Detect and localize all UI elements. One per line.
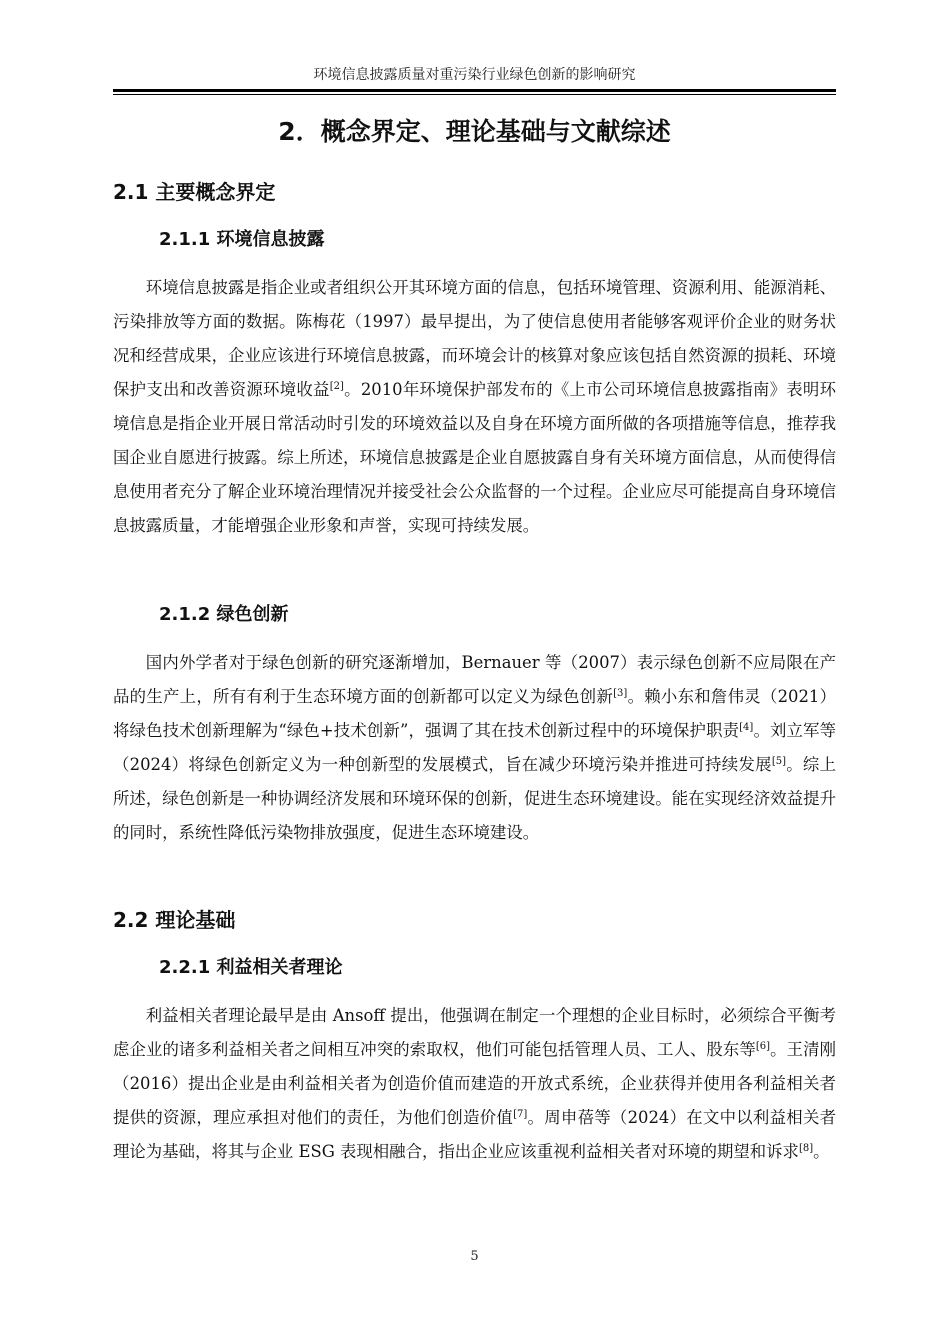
paragraph-text: 。赖小东和詹伟灵（2021）将绿色技术创新理解为“绿色+技术创新”，强调了其在技术创新过程中的环境保护职责 <box>113 687 836 740</box>
citation-ref: [4] <box>739 722 754 733</box>
page-number: 5 <box>470 1249 479 1264</box>
paragraph-green-innovation <box>113 646 836 850</box>
citation-ref: [8] <box>798 1143 814 1154</box>
paragraph-text: 。刘立军等（2024）将绿色创新定义为一种创新型的发展模式，旨在减少环境污染并推进可持续发展 <box>113 721 836 774</box>
paragraph-environmental-disclosure <box>113 271 836 543</box>
running-header: 环境信息披露质量对重污染行业绿色创新的影响研究 <box>313 67 636 83</box>
citation-ref: [3] <box>613 688 628 699</box>
paragraph-text: 。综上所述，绿色创新是一种协调经济发展和环境环保的创新，促进生态环境建设。能在实现经济效益提升的同时，系统性降低污染物排放强度，促进生态环境建设。 <box>113 755 836 842</box>
paragraph-text: 环境信息披露是指企业或者组织公开其环境方面的信息，包括环境管理、资源利用、能源消耗、污染排放等方面的数据。陈梅花（1997）最早提出，为了使信息使用者能够客观评价企业的财务状况和经营成果，企业应该进行环境信息披露，而环境会计的核算对象应该包括自然资源的损耗、环境保护支出和改善资源环境收益 <box>113 278 836 399</box>
header-rule-thin <box>113 94 836 95</box>
paragraph-text: 国内外学者对于绿色创新的研究逐渐增加，Bernauer 等（2007）表示绿色创新不应局限在产品的生产上，所有有利于生态环境方面的创新都可以定义为绿色创新 <box>113 653 836 706</box>
paragraph-stakeholder-theory <box>113 999 836 1169</box>
paragraph-text: 。王清刚（2016）提出企业是由利益相关者为创造价值而建造的开放式系统，企业获得并使用各利益相关者提供的资源，理应承担对他们的责任，为他们创造价值 <box>113 1040 836 1127</box>
chapter-title: 2．概念界定、理论基础与文献综述 <box>278 117 671 146</box>
paragraph-text: 。 <box>813 1142 830 1161</box>
citation-ref: [6] <box>755 1041 771 1052</box>
section-heading-2-2: 2.2 理论基础 <box>113 908 236 932</box>
subsection-heading-2-1-1: 2.1.1 环境信息披露 <box>159 229 325 250</box>
subsection-heading-2-1-2: 2.1.2 绿色创新 <box>159 604 289 625</box>
citation-ref: [2] <box>329 381 344 392</box>
header-rule-thick <box>113 89 836 92</box>
section-heading-2-1: 2.1 主要概念界定 <box>113 180 276 204</box>
paragraph-text: 。周申蓓等（2024）在文中以利益相关者理论为基础，将其与企业 ESG 表现相融合，指出企业应该重视利益相关者对环境的期望和诉求 <box>113 1108 837 1161</box>
paragraph-text: 。2010年环境保护部发布的《上市公司环境信息披露指南》表明环境信息是指企业开展日常活动时引发的环境效益以及自身在环境方面所做的各项措施等信息，推荐我国企业自愿进行披露。综上所述，环境信息披露是企业自愿披露自身有关环境方面信息，从而使得信息使用者充分了解企业环境治理情况并接受社会公众监督的一个过程。企业应尽可能提高自身环境信息披露质量，才能增强企业形象和声誉，实现可持续发展。 <box>113 380 836 535</box>
citation-ref: [5] <box>771 756 786 767</box>
subsection-heading-2-2-1: 2.2.1 利益相关者理论 <box>159 957 343 978</box>
citation-ref: [7] <box>513 1109 528 1120</box>
paragraph-text: 利益相关者理论最早是由 Ansoff 提出，他强调在制定一个理想的企业目标时，必须综合平衡考虑企业的诸多利益相关者之间相互冲突的索取权，他们可能包括管理人员、工人、股东等 <box>113 1006 836 1059</box>
